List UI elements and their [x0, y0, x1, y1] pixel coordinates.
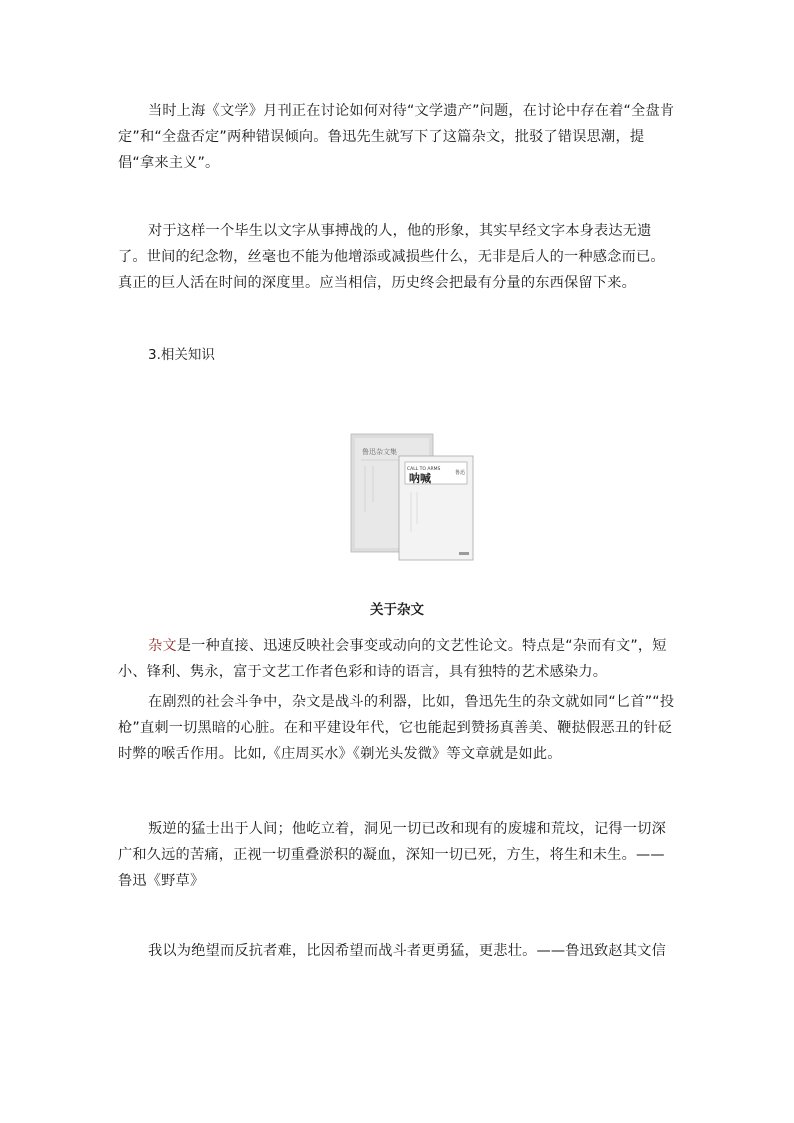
paragraph-zawen-definition [118, 633, 678, 685]
back-book-title: 鲁迅杂文集 [362, 448, 397, 456]
highlighted-term: 杂文 [148, 638, 177, 654]
front-book-author: 鲁迅 [455, 470, 466, 476]
paragraph-tribute: 对于这样一个毕生以文字从事搏战的人，他的形象，其实早经文字本身表达无遗了。世间的纪念物，丝毫也不能为他增添或减损些什么，无非是后人的一种感念而已。真正的巨人活在时间的深度里。应当相信，历史终会把最有分量的东西保留下来。 [118, 223, 665, 291]
figure-caption: 关于杂文 [370, 602, 424, 618]
front-book-english: CALL TO ARMS [407, 467, 441, 472]
section-heading: 3.相关知识 [148, 347, 215, 363]
front-book-title: 呐喊 [409, 472, 431, 485]
quote-yecao: 叛逆的猛士出于人间；他屹立着，洞见一切已改和现有的废墟和荒坟，记得一切深广和久远的苦痛，正视一切重叠淤积的凝血，深知一切已死，方生，将生和未生。——鲁迅《野草》 [118, 821, 666, 889]
book-cover-image [345, 432, 475, 562]
definition-text: 是一种直接、迅速反映社会事变或动向的文艺性论文。特点是“杂而有文”，短小、锋利、隽永，富于文艺工作者色彩和诗的语言，具有独特的艺术感染力。 [118, 638, 667, 680]
paragraph-background: 当时上海《文学》月刊正在讨论如何对待“文学遗产”问题，在讨论中存在着“全盘肯定”和“全盘否定”两种错误倾向。鲁迅先生就写下了这篇杂文，批驳了错误思潮，提倡“拿来主义”。 [118, 103, 675, 171]
paragraph-zawen-role: 在剧烈的社会斗争中，杂文是战斗的利器，比如，鲁迅先生的杂文就如同“匕首”“投枪”直刺一切黑暗的心脏。在和平建设年代，它也能起到赞扬真善美、鞭挞假恶丑的针砭时弊的喉舌作用。比如,《庄周买水》《剃光头发微》等文章就是如此。 [118, 694, 675, 762]
quote-letter: 我以为绝望而反抗者难，比因希望而战斗者更勇猛，更悲壮。——鲁迅致赵其文信 [148, 943, 666, 959]
